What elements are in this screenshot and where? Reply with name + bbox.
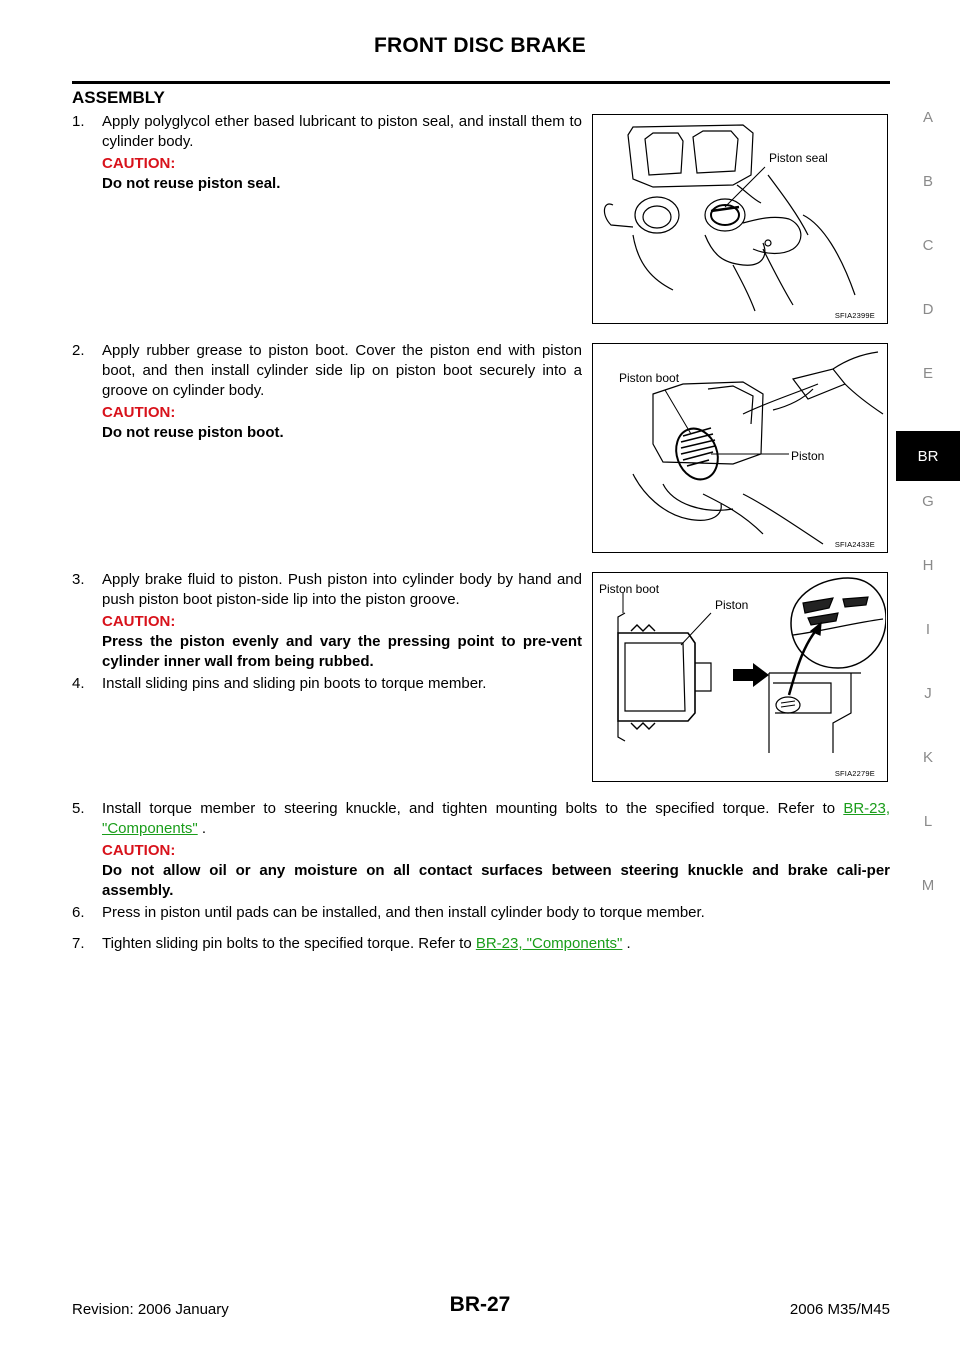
- caution-2: [102, 403, 582, 443]
- vehicle-model: 2006 M35/M45: [789, 1301, 890, 1318]
- step-text: Install torque member to steering knuckle, and tighten mounting bolts to the specified torque. Refer to: [102, 800, 844, 817]
- step-number: 4.: [72, 675, 85, 692]
- components-link[interactable]: BR-23, "Components": [475, 935, 623, 952]
- step-text: Press in piston until pads can be installed, and then install cylinder body to torque member.: [102, 904, 705, 921]
- caution-5: [102, 841, 890, 901]
- caution-label: CAUTION:: [102, 155, 176, 172]
- step-number: 7.: [72, 935, 85, 952]
- revision-date: Revision: 2006 January: [72, 1301, 229, 1318]
- tab-e[interactable]: E: [922, 365, 933, 382]
- label-piston: Piston: [715, 598, 749, 612]
- tab-g[interactable]: G: [922, 493, 934, 510]
- caution-1: [102, 154, 582, 194]
- section-tabs: [896, 104, 960, 936]
- tab-br[interactable]: BR: [896, 431, 960, 481]
- step-text: Apply rubber grease to piston boot. Cover the piston end with piston boot, and then install cylinder side lip on piston boot securely into a groove on cylinder body.: [102, 342, 582, 399]
- tab-l[interactable]: L: [923, 813, 933, 830]
- caliper-piston-seal-illustration: [593, 115, 886, 322]
- figure-code: SFIA2433E: [834, 540, 875, 549]
- tab-i[interactable]: I: [925, 621, 931, 638]
- step-text-after: .: [197, 820, 207, 837]
- arrow-right-icon: [733, 663, 769, 687]
- step-number: 2.: [72, 342, 85, 359]
- caution-text: Do not reuse piston seal.: [102, 175, 281, 192]
- caution-text: Press the piston evenly and vary the pressing point to pre-vent cylinder inner wall from being rubbed.: [102, 633, 582, 670]
- step-6: [72, 903, 890, 923]
- piston-boot-groove-illustration: [593, 573, 886, 780]
- step-1: [72, 112, 582, 152]
- label-piston: Piston: [791, 449, 825, 463]
- step-number: 1.: [72, 113, 85, 130]
- figure-code: SFIA2279E: [834, 769, 875, 778]
- step-4: [72, 674, 582, 694]
- tab-m[interactable]: M: [921, 877, 935, 894]
- section-title: ASSEMBLY: [72, 88, 165, 107]
- figure-piston-groove: [592, 572, 888, 782]
- caliper-piston-boot-illustration: [593, 344, 886, 551]
- tab-b[interactable]: B: [922, 173, 933, 190]
- step-text: Apply brake fluid to piston. Push piston into cylinder body by hand and push piston boot piston-side lip into the piston groove.: [102, 571, 582, 608]
- caution-label: CAUTION:: [102, 613, 176, 630]
- caution-label: CAUTION:: [102, 842, 176, 859]
- tab-k[interactable]: K: [922, 749, 933, 766]
- tab-h[interactable]: H: [922, 557, 934, 574]
- step-text-after: .: [622, 935, 631, 952]
- tab-c[interactable]: C: [922, 237, 934, 254]
- label-piston-boot: Piston boot: [599, 582, 660, 596]
- caution-label: CAUTION:: [102, 404, 176, 421]
- tab-j[interactable]: J: [924, 685, 932, 702]
- label-piston-seal: Piston seal: [769, 151, 828, 165]
- step-5: [72, 799, 890, 839]
- tab-a[interactable]: A: [922, 109, 933, 126]
- tab-d[interactable]: D: [922, 301, 934, 318]
- step-text: Tighten sliding pin bolts to the specified torque. Refer to: [102, 935, 476, 952]
- step-text: Install sliding pins and sliding pin boots to torque member.: [102, 675, 487, 692]
- header-rule: [72, 81, 890, 84]
- figure-code: SFIA2399E: [834, 311, 875, 320]
- step-number: 3.: [72, 571, 85, 588]
- step-text: Apply polyglycol ether based lubricant to piston seal, and install them to cylinder body.: [102, 113, 582, 150]
- page-title: FRONT DISC BRAKE: [373, 34, 587, 57]
- figure-piston-boot: [592, 343, 888, 553]
- label-piston-boot: Piston boot: [619, 371, 680, 385]
- step-2: [72, 341, 582, 401]
- components-link[interactable]: BR-23, "Components": [102, 800, 890, 837]
- caution-text: Do not reuse piston boot.: [102, 424, 284, 441]
- caution-text: Do not allow oil or any moisture on all contact surfaces between steering knuckle and brake cali-per assembly.: [102, 862, 890, 899]
- step-number: 6.: [72, 904, 85, 921]
- step-7: [72, 934, 890, 954]
- caution-3: [102, 612, 582, 672]
- figure-piston-seal: [592, 114, 888, 324]
- page-number: BR-27: [449, 1293, 511, 1316]
- step-3: [72, 570, 582, 610]
- step-number: 5.: [72, 800, 85, 817]
